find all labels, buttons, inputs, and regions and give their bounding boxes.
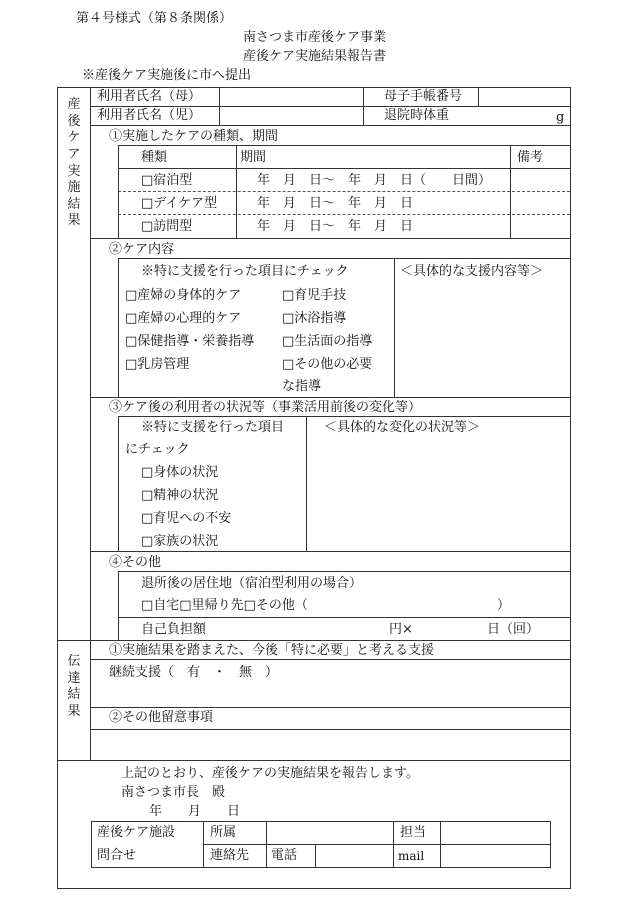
care-item-breast-checkbox[interactable]: □乳房管理	[125, 357, 190, 372]
care-item-health-checkbox[interactable]: □保健指導・栄養指導	[125, 334, 255, 349]
status-detail-label: ＜具体的な変化の状況等＞	[324, 420, 481, 435]
care-item-other-checkbox[interactable]: □その他の必要	[282, 357, 373, 372]
residence-label: 退所後の居住地（宿泊型利用の場合）	[141, 576, 363, 591]
weight-unit: g	[556, 110, 565, 125]
report-statement: 上記のとおり、産後ケアの実施結果を報告します。	[121, 766, 419, 781]
vertical-label-char: 果	[67, 213, 81, 229]
status-heading: ③ケア後の利用者の状況等（事業活用前後の変化等）	[109, 400, 422, 415]
phone-label: 電話	[271, 848, 298, 863]
vertical-label-char: ア	[67, 146, 81, 162]
residence-close: ）	[497, 598, 511, 613]
care-item-body-checkbox[interactable]: □産婦の身体的ケア	[125, 288, 242, 303]
vertical-label-char: 結	[67, 687, 81, 703]
continued-support[interactable]: 継続支援（ 有 ・ 無 ）	[109, 665, 279, 680]
vertical-label-char: 産	[67, 97, 81, 112]
period-stay: 年 月 日～ 年 月 日（ 日間）	[257, 173, 492, 188]
user-name-mother-label: 利用者氏名（母）	[97, 89, 202, 104]
copay-yen: 円×	[389, 622, 413, 637]
form-title-line2: 産後ケア実施結果報告書	[243, 49, 387, 64]
frame-top	[57, 87, 571, 88]
frame-right	[570, 87, 571, 888]
other-notes-heading: ②その他留意事項	[109, 710, 214, 725]
care-period-heading: ①実施したケアの種類、期間	[109, 129, 279, 144]
care-item-skills-checkbox[interactable]: □育児手技	[282, 288, 347, 303]
copay-times: 日（回）	[487, 622, 540, 637]
status-mental-checkbox[interactable]: □精神の状況	[141, 488, 219, 503]
col-remarks-header: 備考	[517, 150, 544, 165]
contact-label-facility: 産後ケア施設	[97, 825, 176, 840]
vertical-label-char: 果	[67, 703, 81, 719]
vertical-label-char: 達	[67, 670, 81, 686]
col-period-header: 期間	[240, 150, 267, 165]
col-type-header: 種類	[141, 150, 168, 165]
contact-label: 連絡先	[210, 848, 250, 863]
frame-bottom	[57, 888, 571, 889]
frame-left	[57, 87, 58, 888]
type-visit-checkbox[interactable]: □訪問型	[141, 219, 193, 234]
status-check-note-1: ※特に支援を行った項目	[141, 420, 285, 435]
period-visit: 年 月 日～ 年 月 日	[257, 219, 414, 234]
section-label-result	[66, 97, 82, 230]
vertical-label-char: ケ	[67, 130, 81, 146]
addressee: 南さつま市長 殿	[121, 785, 226, 800]
care-item-bath-checkbox[interactable]: □沐浴指導	[282, 311, 347, 326]
submit-note: ※産後ケア実施後に市へ提出	[82, 68, 252, 83]
status-physical-checkbox[interactable]: □身体の状況	[141, 465, 219, 480]
care-detail-label: ＜具体的な支援内容等＞	[400, 264, 544, 279]
status-check-note-2: にチェック	[125, 442, 190, 457]
vertical-label-char: 伝	[67, 654, 81, 669]
vertical-label-char: 施	[67, 180, 81, 196]
vertical-label-char: 結	[67, 196, 81, 212]
form-number: 第４号様式（第８条関係）	[76, 11, 233, 26]
status-family-checkbox[interactable]: □家族の状況	[141, 534, 219, 549]
type-day-checkbox[interactable]: □デイケア型	[141, 196, 218, 211]
discharge-weight-label: 退院時体重	[384, 108, 450, 123]
date-line: 年 月 日	[149, 804, 241, 819]
mail-label: mail	[398, 849, 425, 863]
residence-options[interactable]: □自宅□里帰り先□その他（	[141, 598, 308, 613]
transfer-heading: ①実施結果を踏まえた、今後「特に必要」と考える支援	[109, 643, 435, 658]
form-title-line1: 南さつま市産後ケア事業	[243, 30, 387, 45]
period-day: 年 月 日～ 年 月 日	[257, 196, 414, 211]
care-content-heading: ②ケア内容	[109, 242, 175, 257]
section-label-transfer	[66, 654, 82, 721]
care-item-other-cont: な指導	[282, 379, 322, 394]
person-in-charge-label: 担当	[400, 825, 427, 840]
care-check-note: ※特に支援を行った項目にチェック	[141, 264, 349, 279]
type-stay-checkbox[interactable]: □宿泊型	[141, 173, 193, 188]
contact-label-inquiry: 問合せ	[97, 848, 137, 863]
mch-handbook-number-label: 母子手帳番号	[384, 89, 463, 104]
status-anxiety-checkbox[interactable]: □育児への不安	[141, 511, 232, 526]
affiliation-label: 所属	[210, 825, 237, 840]
care-item-life-checkbox[interactable]: □生活面の指導	[282, 334, 373, 349]
copay-label: 自己負担額	[141, 622, 207, 637]
care-item-mind-checkbox[interactable]: □産婦の心理的ケア	[125, 311, 242, 326]
user-name-child-label: 利用者氏名（児）	[97, 108, 202, 123]
vertical-label-char: 実	[67, 163, 81, 179]
vertical-label-char: 後	[67, 113, 81, 129]
other-heading: ④その他	[109, 555, 162, 570]
